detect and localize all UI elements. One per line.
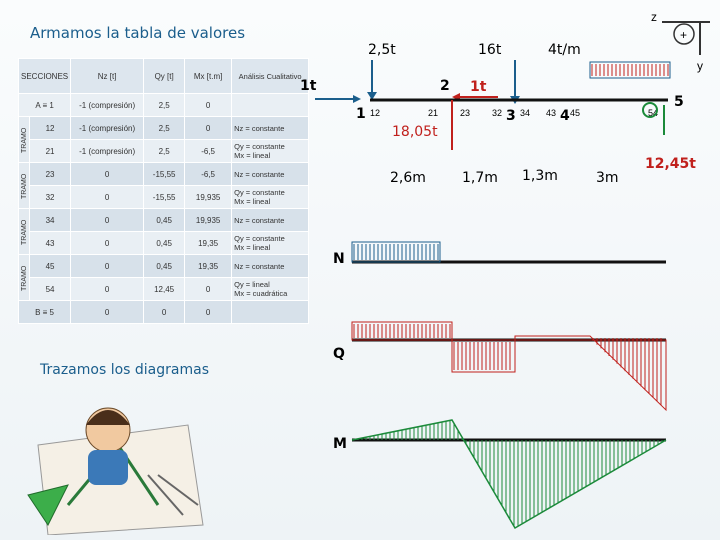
cell-sec: 43	[30, 232, 71, 255]
cell-nz: 0	[71, 255, 144, 278]
tramo-label: TRAMO	[19, 209, 30, 255]
header-secciones: SECCIONES	[19, 59, 71, 94]
cell-qy: 2,5	[144, 140, 185, 163]
span-2-label: 1,7m	[462, 170, 498, 186]
cell-qy: 0,45	[144, 255, 185, 278]
q-end-area	[515, 336, 666, 410]
cell-nz: -1 (compresión)	[71, 140, 144, 163]
cell-mx: 19,935	[185, 209, 232, 232]
cell-an: Qy = constante Mx = lineal	[232, 232, 309, 255]
cell-nz: 0	[71, 278, 144, 301]
cell-mx: -6,5	[185, 163, 232, 186]
header-nz: Nz [t]	[71, 59, 144, 94]
span-4-label: 3m	[596, 170, 619, 186]
header-mx: Mx [t.m]	[185, 59, 232, 94]
reaction-5-label: 12,45t	[645, 156, 696, 172]
section-label: 45	[570, 108, 581, 118]
cell-qy: 0,45	[144, 209, 185, 232]
header-qy: Qy [t]	[144, 59, 185, 94]
node-5-label: 5	[674, 94, 684, 110]
cell-qy: 2,5	[144, 94, 185, 117]
section-label: 43	[546, 108, 557, 118]
cell-sec: 23	[30, 163, 71, 186]
cell-sec: 21	[30, 140, 71, 163]
distributed-load-box	[590, 62, 670, 78]
cell-an: Nz = constante	[232, 117, 309, 140]
cell-nz: 0	[71, 301, 144, 324]
cell-sec: 34	[30, 209, 71, 232]
section-label: 21	[428, 108, 439, 118]
tramo-label: TRAMO	[19, 255, 30, 301]
span-1-label: 2,6m	[390, 170, 426, 186]
cell-qy: -15,55	[144, 186, 185, 209]
cell-nz: -1 (compresión)	[71, 94, 144, 117]
cell-mx: 0	[185, 301, 232, 324]
y-axis-label: y	[697, 59, 703, 73]
cell-an: Nz = constante	[232, 255, 309, 278]
node-4-label: 4	[560, 108, 570, 124]
load-1t-right-label: 1t	[470, 79, 487, 95]
cell-sec: B ≡ 5	[19, 301, 71, 324]
cell-an: Qy = constante Mx = lineal	[232, 140, 309, 163]
q-diagram-label: Q	[333, 346, 345, 362]
cell-qy: 0,45	[144, 232, 185, 255]
node-1-label: 1	[356, 106, 366, 122]
cell-nz: 0	[71, 209, 144, 232]
cell-mx: 0	[185, 278, 232, 301]
distributed-load-label: 4t/m	[548, 42, 581, 58]
tramo-label: TRAMO	[19, 117, 30, 163]
section-label: 23	[460, 108, 471, 118]
section-label: 54	[648, 108, 659, 118]
n-diagram-label: N	[333, 251, 345, 267]
node-2-label: 2	[440, 78, 450, 94]
cell-mx: 0	[185, 117, 232, 140]
node-3-label: 3	[506, 108, 516, 124]
header-analisis: Análisis Cualitativo	[232, 59, 309, 94]
cell-qy: -15,55	[144, 163, 185, 186]
load-16t-label: 16t	[478, 42, 502, 58]
load-2-5t-label: 2,5t	[368, 42, 396, 58]
span-3-label: 1,3m	[522, 168, 558, 184]
cell-nz: 0	[71, 186, 144, 209]
cell-mx: 0	[185, 94, 232, 117]
cell-nz: -1 (compresión)	[71, 117, 144, 140]
cell-qy: 0	[144, 301, 185, 324]
cell-nz: 0	[71, 232, 144, 255]
section-label: 34	[520, 108, 531, 118]
plus-sign: +	[680, 28, 688, 42]
cell-an: Qy = constante Mx = lineal	[232, 186, 309, 209]
cell-sec: A ≡ 1	[19, 94, 71, 117]
cell-sec: 54	[30, 278, 71, 301]
tramo-label: TRAMO	[19, 163, 30, 209]
cell-mx: 19,935	[185, 186, 232, 209]
section-label: 32	[492, 108, 503, 118]
diagrams-subtitle: Trazamos los diagramas	[40, 362, 209, 378]
cell-sec: 12	[30, 117, 71, 140]
cell-an: Nz = constante	[232, 209, 309, 232]
cell-mx: 19,35	[185, 232, 232, 255]
m-diagram-label: M	[333, 436, 347, 452]
cell-mx: -6,5	[185, 140, 232, 163]
section-label: 12	[370, 108, 381, 118]
load-1t-left-arrowhead	[353, 95, 361, 103]
cell-nz: 0	[71, 163, 144, 186]
cell-sec: 32	[30, 186, 71, 209]
cell-mx: 19,35	[185, 255, 232, 278]
cell-qy: 12,45	[144, 278, 185, 301]
page-title: Armamos la tabla de valores	[30, 24, 246, 42]
cell-sec: 45	[30, 255, 71, 278]
n-area	[352, 242, 440, 262]
m-curve	[352, 420, 666, 528]
cell-qy: 2,5	[144, 117, 185, 140]
cell-an: Qy = lineal Mx = cuadrática	[232, 278, 309, 301]
cell-an: Nz = constante	[232, 163, 309, 186]
reaction-2-label: 18,05t	[392, 124, 438, 140]
z-axis-label: z	[651, 10, 657, 24]
load-1t-left-label: 1t	[300, 78, 317, 94]
